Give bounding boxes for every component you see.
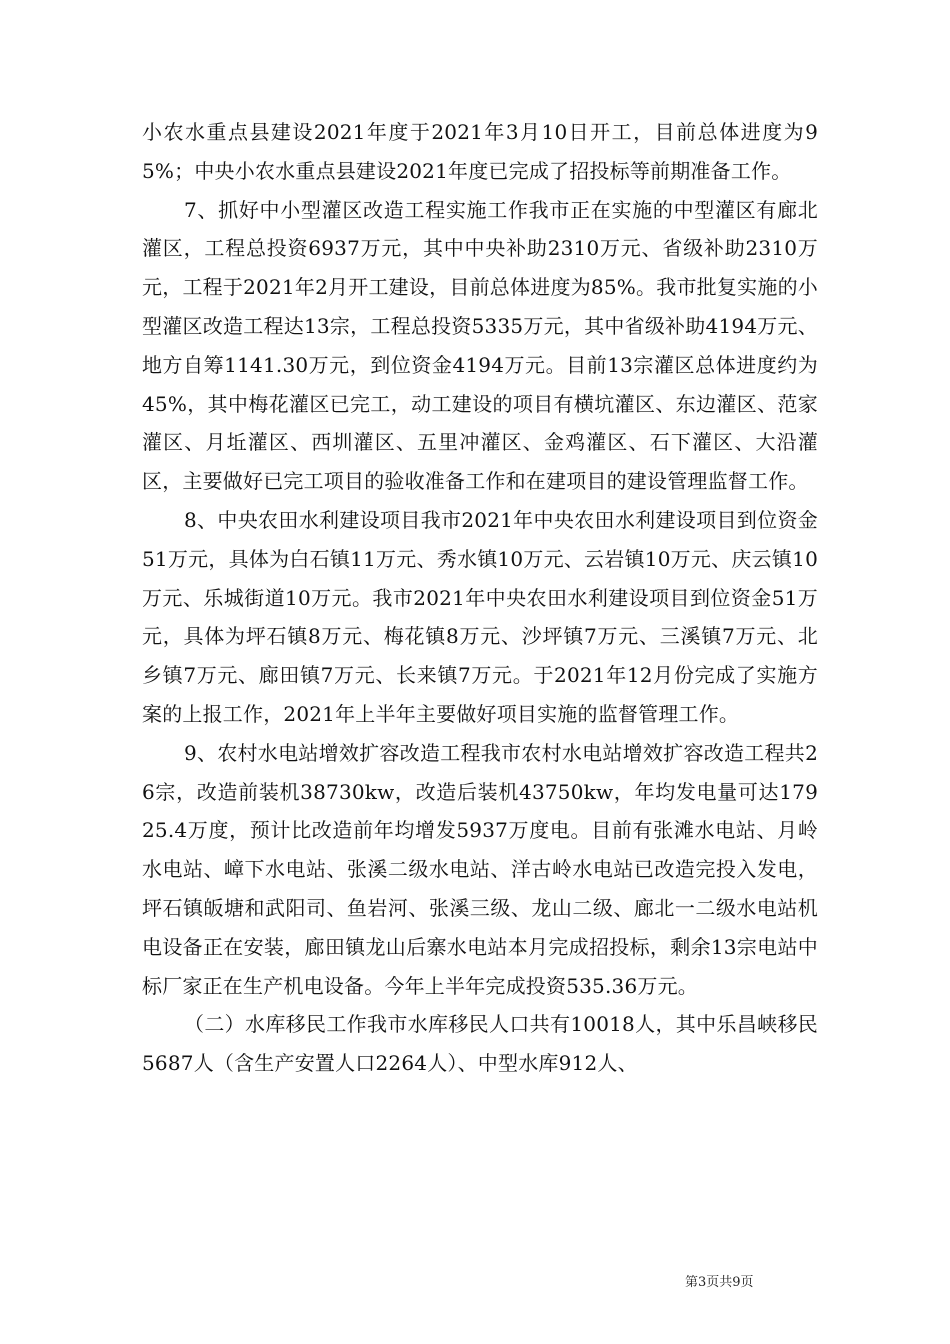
page-number: 第3页共9页 bbox=[685, 1275, 754, 1290]
paragraph-continued: 小农水重点县建设2021年度于2021年3月10日开工，目前总体进度为95%；中央小农水重点县建设2021年度已完成了招投标等前期准备工作。 bbox=[142, 120, 818, 183]
paragraph-item-8: 8、中央农田水利建设项目我市2021年中央农田水利建设项目到位资金51万元，具体为白石镇11万元、秀水镇10万元、云岩镇10万元、庆云镇10万元、乐城街道10万元。我市2021年中央农田水利建设项目到位资金51万元，具体为坪石镇8万元、梅花镇8万元、沙坪镇7万元、三溪镇7万元、北乡镇7万元、廊田镇7万元、长来镇7万元。于2021年12月份完成了实施方案的上报工作，2021年上半年主要做好项目实施的监督管理工作。 bbox=[142, 507, 818, 726]
paragraph-item-9: 9、农村水电站增效扩容改造工程我市农村水电站增效扩容改造工程共26宗，改造前装机38730kw，改造后装机43750kw，年均发电量可达17925.4万度，预计比改造前年均增发5937万度电。目前有张滩水电站、月岭水电站、嶂下水电站、张溪二级水电站、洋古岭水电站已改造完投入发电，坪石镇皈塘和武阳司、鱼岩河、张溪三级、龙山二级、廊北一二级水电站机电设备正在安装，廊田镇龙山后寨水电站本月完成招投标，剩余13宗电站中标厂家正在生产机电设备。今年上半年完成投资535.36万元。 bbox=[142, 740, 818, 998]
document-body bbox=[142, 113, 818, 1083]
paragraph-section-2: （二）水库移民工作我市水库移民人口共有10018人，其中乐昌峡移民5687人（含生产安置人口2264人）、中型水库912人、 bbox=[142, 1012, 818, 1076]
paragraph-item-7: 7、抓好中小型灌区改造工程实施工作我市正在实施的中型灌区有廊北灌区，工程总投资6937万元，其中中央补助2310万元、省级补助2310万元，工程于2021年2月开工建设，目前总体进度为85%。我市批复实施的小型灌区改造工程达13宗，工程总投资5335万元，其中省级补助4194万元、地方自筹1141.30万元，到位资金4194万元。目前13宗灌区总体进度约为45%，其中梅花灌区已完工，动工建设的项目有横坑灌区、东边灌区、范家灌区、月坵灌区、西圳灌区、五里冲灌区、金鸡灌区、石下灌区、大沿灌区，主要做好已完工项目的验收准备工作和在建项目的建设管理监督工作。 bbox=[142, 197, 818, 494]
